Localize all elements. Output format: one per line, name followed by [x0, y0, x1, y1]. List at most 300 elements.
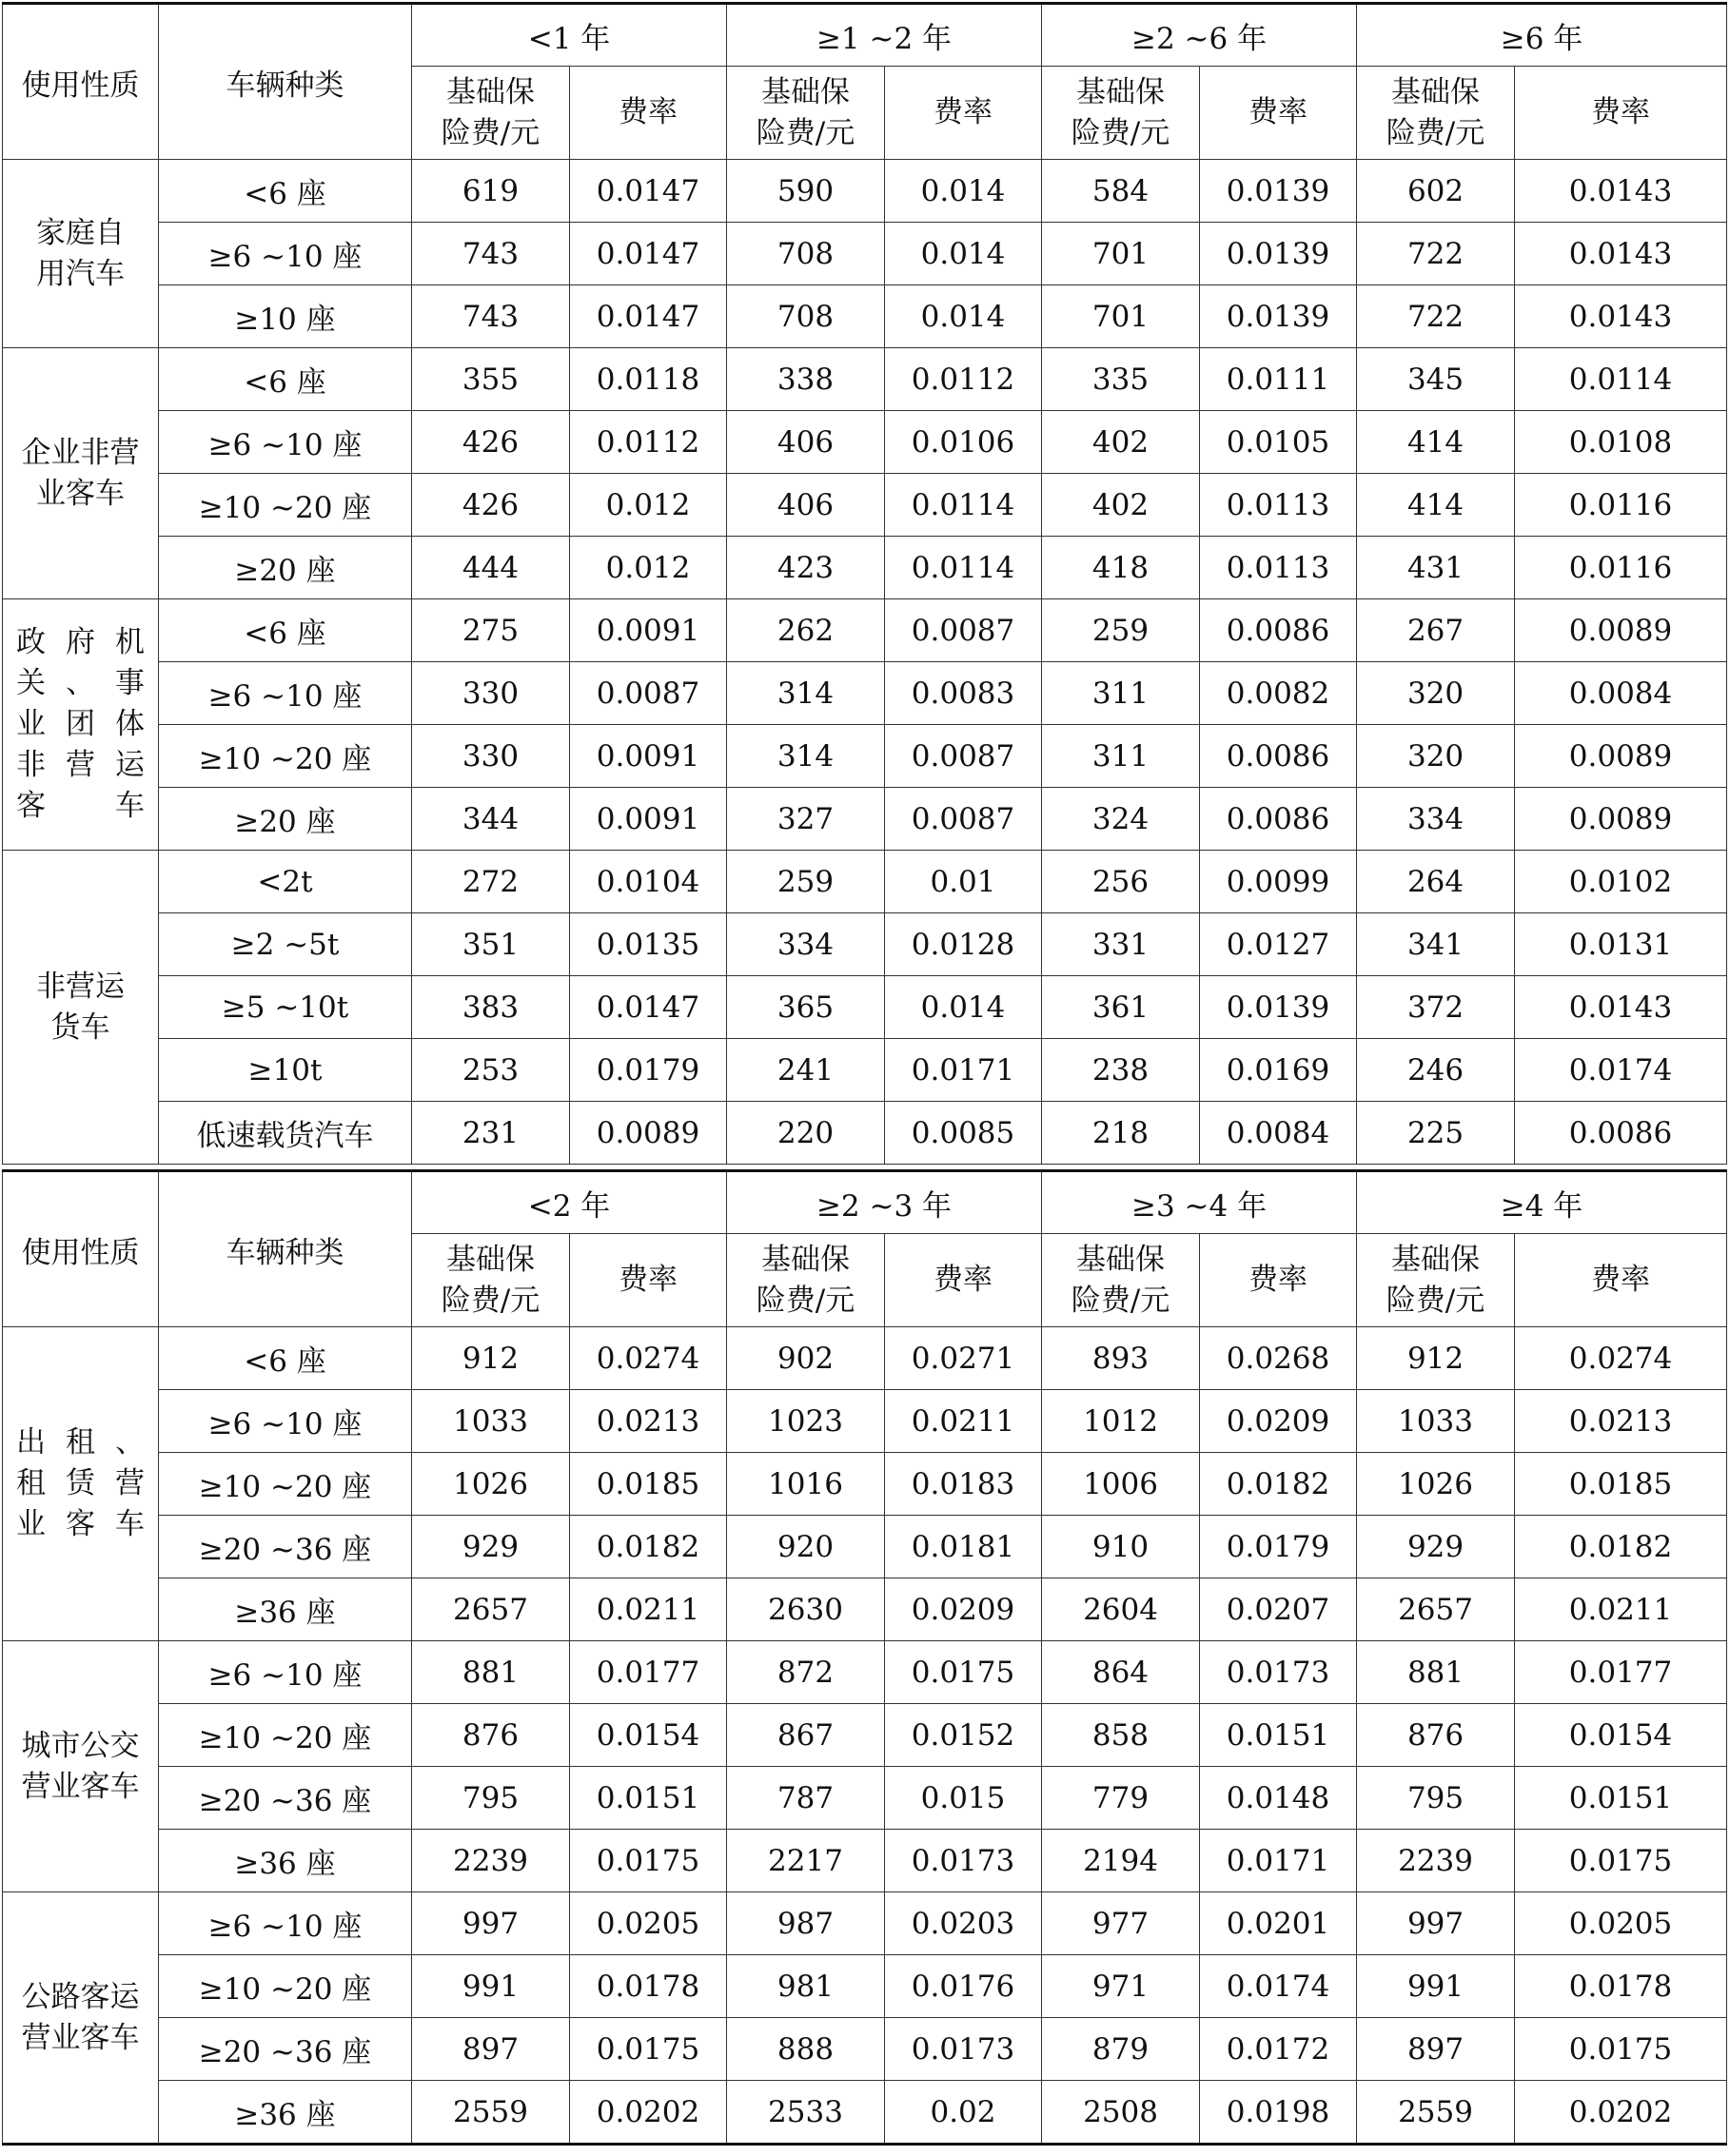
rate-cell: 0.0127 — [1200, 913, 1357, 976]
rate-cell: 0.0175 — [1515, 1830, 1727, 1892]
base-premium-cell: 872 — [727, 1641, 885, 1704]
rate-cell: 0.0175 — [885, 1641, 1042, 1704]
base-premium-cell: 897 — [1357, 2018, 1515, 2081]
header-period: ≥3 ~4 年 — [1042, 1171, 1357, 1234]
base-premium-cell: 910 — [1042, 1516, 1200, 1578]
base-premium-cell: 231 — [412, 1102, 570, 1165]
table-row — [3, 725, 1727, 788]
rate-cell: 0.0147 — [570, 223, 727, 285]
header-period: <2 年 — [412, 1171, 727, 1234]
rate-cell: 0.0213 — [570, 1390, 727, 1453]
rate-cell: 0.0202 — [1515, 2081, 1727, 2145]
base-premium-cell: 743 — [412, 223, 570, 285]
base-premium-cell: 414 — [1357, 411, 1515, 474]
usage-category-line: 关、事 — [16, 666, 145, 700]
base-premium-cell: 1026 — [1357, 1453, 1515, 1516]
base-premium-cell: 1033 — [1357, 1390, 1515, 1453]
rate-cell: 0.0091 — [570, 599, 727, 662]
header-base-premium-line2: 险费/元 — [1386, 1283, 1485, 1318]
base-premium-cell: 902 — [727, 1327, 885, 1390]
rate-cell: 0.014 — [885, 976, 1042, 1039]
header-rate: 费率 — [885, 67, 1042, 160]
base-premium-cell: 722 — [1357, 285, 1515, 348]
rate-cell: 0.0143 — [1515, 223, 1727, 285]
base-premium-cell: 897 — [412, 2018, 570, 2081]
header-usage: 使用性质 — [3, 4, 159, 160]
rate-cell: 0.0209 — [1200, 1390, 1357, 1453]
base-premium-cell: 324 — [1042, 788, 1200, 851]
header-base-premium — [1042, 1234, 1200, 1327]
base-premium-cell: 779 — [1042, 1767, 1200, 1830]
vehicle-type-cell: ≥20 ~36 座 — [159, 2018, 412, 2081]
usage-category — [3, 1641, 159, 1892]
base-premium-cell: 2239 — [412, 1830, 570, 1892]
base-premium-cell: 344 — [412, 788, 570, 851]
header-vehicle-type: 车辆种类 — [159, 4, 412, 160]
table-row — [3, 223, 1727, 285]
rate-cell: 0.0274 — [570, 1327, 727, 1390]
rate-cell: 0.0099 — [1200, 851, 1357, 913]
base-premium-cell: 2630 — [727, 1578, 885, 1641]
usage-category-line: 用汽车 — [36, 256, 125, 291]
rate-cell: 0.0203 — [885, 1892, 1042, 1955]
base-premium-cell: 406 — [727, 411, 885, 474]
rate-cell: 0.0175 — [570, 2018, 727, 2081]
rate-cell: 0.0181 — [885, 1516, 1042, 1578]
usage-category — [3, 1892, 159, 2145]
rate-cell: 0.0211 — [1515, 1578, 1727, 1641]
header-rate: 费率 — [1515, 67, 1727, 160]
header-period: ≥1 ~2 年 — [727, 4, 1042, 67]
base-premium-cell: 431 — [1357, 537, 1515, 599]
base-premium-cell: 444 — [412, 537, 570, 599]
table-row — [3, 599, 1727, 662]
base-premium-cell: 858 — [1042, 1704, 1200, 1767]
usage-category-line: 非营运 — [16, 748, 145, 782]
rate-cell: 0.012 — [570, 537, 727, 599]
premium-tables — [2, 2, 1726, 2146]
base-premium-cell: 334 — [1357, 788, 1515, 851]
base-premium-cell: 341 — [1357, 913, 1515, 976]
rate-cell: 0.0201 — [1200, 1892, 1357, 1955]
vehicle-type-cell: <6 座 — [159, 1327, 412, 1390]
table-row — [3, 662, 1727, 725]
header-base-premium — [727, 67, 885, 160]
header-period: ≥4 年 — [1357, 1171, 1727, 1234]
rate-cell: 0.0102 — [1515, 851, 1727, 913]
header-rate: 费率 — [1200, 67, 1357, 160]
base-premium-cell: 327 — [727, 788, 885, 851]
header-base-premium — [412, 67, 570, 160]
rate-cell: 0.0086 — [1200, 788, 1357, 851]
base-premium-cell: 2217 — [727, 1830, 885, 1892]
vehicle-type-cell: ≥36 座 — [159, 1578, 412, 1641]
vehicle-type-cell: 低速载货汽车 — [159, 1102, 412, 1165]
vehicle-type-cell: ≥10 ~20 座 — [159, 1704, 412, 1767]
rate-cell: 0.0177 — [1515, 1641, 1727, 1704]
base-premium-cell: 912 — [412, 1327, 570, 1390]
header-usage: 使用性质 — [3, 1171, 159, 1327]
rate-cell: 0.0182 — [1515, 1516, 1727, 1578]
base-premium-cell: 402 — [1042, 411, 1200, 474]
rate-cell: 0.0174 — [1200, 1955, 1357, 2018]
base-premium-cell: 987 — [727, 1892, 885, 1955]
base-premium-cell: 253 — [412, 1039, 570, 1102]
table-row — [3, 1039, 1727, 1102]
table-row — [3, 976, 1727, 1039]
base-premium-cell: 929 — [412, 1516, 570, 1578]
base-premium-cell: 2604 — [1042, 1578, 1200, 1641]
table-row — [3, 1704, 1727, 1767]
rate-cell: 0.0143 — [1515, 160, 1727, 223]
rate-cell: 0.0183 — [885, 1453, 1042, 1516]
rate-cell: 0.0147 — [570, 976, 727, 1039]
base-premium-cell: 338 — [727, 348, 885, 411]
rate-cell: 0.0179 — [1200, 1516, 1357, 1578]
rate-cell: 0.0139 — [1200, 160, 1357, 223]
base-premium-cell: 701 — [1042, 285, 1200, 348]
rate-cell: 0.0177 — [570, 1641, 727, 1704]
base-premium-cell: 912 — [1357, 1327, 1515, 1390]
vehicle-type-cell: ≥36 座 — [159, 2081, 412, 2145]
vehicle-type-cell: ≥10 ~20 座 — [159, 1955, 412, 2018]
rate-cell: 0.0274 — [1515, 1327, 1727, 1390]
rate-cell: 0.0172 — [1200, 2018, 1357, 2081]
rate-cell: 0.0083 — [885, 662, 1042, 725]
rate-cell: 0.0271 — [885, 1327, 1042, 1390]
usage-category-line: 客车 — [16, 789, 145, 823]
base-premium-cell: 920 — [727, 1516, 885, 1578]
table-row — [3, 1955, 1727, 2018]
header-base-premium-line1: 基础保 — [761, 74, 850, 109]
vehicle-type-cell: ≥6 ~10 座 — [159, 411, 412, 474]
rate-cell: 0.0174 — [1515, 1039, 1727, 1102]
rate-cell: 0.0086 — [1200, 599, 1357, 662]
rate-cell: 0.02 — [885, 2081, 1042, 2145]
vehicle-type-cell: <6 座 — [159, 160, 412, 223]
rate-cell: 0.0111 — [1200, 348, 1357, 411]
vehicle-type-cell: ≥10 ~20 座 — [159, 1453, 412, 1516]
rate-cell: 0.0082 — [1200, 662, 1357, 725]
rate-cell: 0.0205 — [1515, 1892, 1727, 1955]
table-row — [3, 2018, 1727, 2081]
usage-category — [3, 1327, 159, 1641]
rate-cell: 0.0139 — [1200, 976, 1357, 1039]
table-row — [3, 1892, 1727, 1955]
table-row — [3, 160, 1727, 223]
rate-cell: 0.0114 — [885, 537, 1042, 599]
base-premium-cell: 929 — [1357, 1516, 1515, 1578]
base-premium-cell: 351 — [412, 913, 570, 976]
base-premium-cell: 320 — [1357, 662, 1515, 725]
usage-category-line: 家庭自 — [36, 215, 125, 250]
base-premium-cell: 1016 — [727, 1453, 885, 1516]
header-base-premium-line1: 基础保 — [1076, 1242, 1166, 1277]
rate-cell: 0.0087 — [885, 725, 1042, 788]
base-premium-cell: 997 — [412, 1892, 570, 1955]
base-premium-cell: 238 — [1042, 1039, 1200, 1102]
base-premium-cell: 272 — [412, 851, 570, 913]
vehicle-type-cell: ≥10t — [159, 1039, 412, 1102]
vehicle-type-cell: ≥10 ~20 座 — [159, 474, 412, 537]
header-rate: 费率 — [885, 1234, 1042, 1327]
rate-cell: 0.0173 — [885, 2018, 1042, 2081]
header-base-premium-line1: 基础保 — [1076, 74, 1166, 109]
base-premium-cell: 383 — [412, 976, 570, 1039]
rate-cell: 0.0108 — [1515, 411, 1727, 474]
base-premium-cell: 2657 — [1357, 1578, 1515, 1641]
base-premium-cell: 2559 — [412, 2081, 570, 2145]
rate-cell: 0.0084 — [1200, 1102, 1357, 1165]
vehicle-type-cell: ≥36 座 — [159, 1830, 412, 1892]
table-row — [3, 474, 1727, 537]
vehicle-type-cell: ≥6 ~10 座 — [159, 662, 412, 725]
table-row — [3, 1641, 1727, 1704]
usage-category-line: 企业非营 — [21, 435, 140, 470]
table-row — [3, 285, 1727, 348]
base-premium-cell: 402 — [1042, 474, 1200, 537]
header-base-premium-line2: 险费/元 — [1386, 115, 1485, 150]
rate-cell: 0.0105 — [1200, 411, 1357, 474]
header-base-premium-line2: 险费/元 — [441, 1283, 541, 1318]
header-base-premium-line2: 险费/元 — [1071, 115, 1170, 150]
header-vehicle-type: 车辆种类 — [159, 1171, 412, 1327]
base-premium-cell: 220 — [727, 1102, 885, 1165]
rate-cell: 0.012 — [570, 474, 727, 537]
base-premium-cell: 888 — [727, 2018, 885, 2081]
rate-cell: 0.0182 — [1200, 1453, 1357, 1516]
header-rate: 费率 — [1515, 1234, 1727, 1327]
base-premium-cell: 795 — [1357, 1767, 1515, 1830]
rate-cell: 0.0175 — [570, 1830, 727, 1892]
base-premium-cell: 876 — [1357, 1704, 1515, 1767]
rate-cell: 0.0085 — [885, 1102, 1042, 1165]
base-premium-cell: 701 — [1042, 223, 1200, 285]
base-premium-cell: 1012 — [1042, 1390, 1200, 1453]
rate-cell: 0.0198 — [1200, 2081, 1357, 2145]
vehicle-type-cell: ≥10 座 — [159, 285, 412, 348]
base-premium-cell: 981 — [727, 1955, 885, 2018]
rate-cell: 0.0151 — [1200, 1704, 1357, 1767]
rate-cell: 0.0087 — [570, 662, 727, 725]
rate-cell: 0.0185 — [570, 1453, 727, 1516]
base-premium-cell: 2239 — [1357, 1830, 1515, 1892]
base-premium-cell: 708 — [727, 223, 885, 285]
rate-cell: 0.0139 — [1200, 223, 1357, 285]
rate-cell: 0.0089 — [570, 1102, 727, 1165]
base-premium-cell: 414 — [1357, 474, 1515, 537]
vehicle-type-cell: ≥5 ~10t — [159, 976, 412, 1039]
rate-cell: 0.0086 — [1515, 1102, 1727, 1165]
header-base-premium-line2: 险费/元 — [1071, 1283, 1170, 1318]
base-premium-cell: 2657 — [412, 1578, 570, 1641]
rate-cell: 0.0148 — [1200, 1767, 1357, 1830]
base-premium-cell: 418 — [1042, 537, 1200, 599]
rate-cell: 0.0106 — [885, 411, 1042, 474]
base-premium-cell: 361 — [1042, 976, 1200, 1039]
usage-category-line: 业客车 — [36, 476, 125, 511]
base-premium-cell: 991 — [1357, 1955, 1515, 2018]
vehicle-type-cell: <6 座 — [159, 348, 412, 411]
base-premium-cell: 218 — [1042, 1102, 1200, 1165]
base-premium-cell: 225 — [1357, 1102, 1515, 1165]
base-premium-cell: 1006 — [1042, 1453, 1200, 1516]
header-base-premium-line2: 险费/元 — [441, 115, 541, 150]
header-period: ≥6 年 — [1357, 4, 1727, 67]
premium-table-part1 — [2, 2, 1727, 1165]
usage-category-line: 货车 — [50, 1009, 110, 1045]
rate-cell: 0.014 — [885, 160, 1042, 223]
table-row — [3, 2081, 1727, 2145]
header-base-premium-line1: 基础保 — [446, 74, 535, 109]
base-premium-cell: 423 — [727, 537, 885, 599]
base-premium-cell: 330 — [412, 662, 570, 725]
premium-table-part2 — [2, 1169, 1727, 2146]
vehicle-type-cell: ≥6 ~10 座 — [159, 1390, 412, 1453]
rate-cell: 0.0151 — [1515, 1767, 1727, 1830]
usage-category-line: 业团体 — [16, 707, 145, 741]
rate-cell: 0.0087 — [885, 599, 1042, 662]
usage-category-line: 政府机 — [16, 625, 145, 659]
usage-category — [3, 599, 159, 851]
base-premium-cell: 590 — [727, 160, 885, 223]
rate-cell: 0.0154 — [1515, 1704, 1727, 1767]
table-row — [3, 1516, 1727, 1578]
base-premium-cell: 787 — [727, 1767, 885, 1830]
base-premium-cell: 2533 — [727, 2081, 885, 2145]
table-row — [3, 1830, 1727, 1892]
header-period: ≥2 ~6 年 — [1042, 4, 1357, 67]
rate-cell: 0.0113 — [1200, 474, 1357, 537]
base-premium-cell: 334 — [727, 913, 885, 976]
rate-cell: 0.0171 — [1200, 1830, 1357, 1892]
base-premium-cell: 246 — [1357, 1039, 1515, 1102]
rate-cell: 0.0171 — [885, 1039, 1042, 1102]
rate-cell: 0.0089 — [1515, 788, 1727, 851]
base-premium-cell: 971 — [1042, 1955, 1200, 2018]
header-row-periods — [3, 4, 1727, 67]
rate-cell: 0.0178 — [570, 1955, 727, 2018]
vehicle-type-cell: ≥20 ~36 座 — [159, 1767, 412, 1830]
header-period: <1 年 — [412, 4, 727, 67]
rate-cell: 0.0178 — [1515, 1955, 1727, 2018]
base-premium-cell: 1033 — [412, 1390, 570, 1453]
vehicle-type-cell: ≥6 ~10 座 — [159, 223, 412, 285]
rate-cell: 0.0179 — [570, 1039, 727, 1102]
base-premium-cell: 743 — [412, 285, 570, 348]
table-row — [3, 1390, 1727, 1453]
table-row — [3, 537, 1727, 599]
table-row — [3, 1767, 1727, 1830]
header-base-premium — [412, 1234, 570, 1327]
usage-category — [3, 160, 159, 348]
rate-cell: 0.0114 — [885, 474, 1042, 537]
rate-cell: 0.0113 — [1200, 537, 1357, 599]
header-base-premium — [1357, 1234, 1515, 1327]
base-premium-cell: 2508 — [1042, 2081, 1200, 2145]
rate-cell: 0.0112 — [570, 411, 727, 474]
table-row — [3, 1102, 1727, 1165]
base-premium-cell: 345 — [1357, 348, 1515, 411]
rate-cell: 0.014 — [885, 223, 1042, 285]
vehicle-type-cell: ≥2 ~5t — [159, 913, 412, 976]
base-premium-cell: 881 — [412, 1641, 570, 1704]
base-premium-cell: 997 — [1357, 1892, 1515, 1955]
header-base-premium-line1: 基础保 — [1391, 74, 1481, 109]
header-period: ≥2 ~3 年 — [727, 1171, 1042, 1234]
vehicle-type-cell: ≥6 ~10 座 — [159, 1892, 412, 1955]
base-premium-cell: 991 — [412, 1955, 570, 2018]
rate-cell: 0.0154 — [570, 1704, 727, 1767]
rate-cell: 0.0128 — [885, 913, 1042, 976]
rate-cell: 0.0104 — [570, 851, 727, 913]
base-premium-cell: 893 — [1042, 1327, 1200, 1390]
rate-cell: 0.0176 — [885, 1955, 1042, 2018]
table-row — [3, 851, 1727, 913]
table-row — [3, 1453, 1727, 1516]
rate-cell: 0.0131 — [1515, 913, 1727, 976]
rate-cell: 0.0268 — [1200, 1327, 1357, 1390]
usage-category — [3, 851, 159, 1165]
rate-cell: 0.0118 — [570, 348, 727, 411]
base-premium-cell: 2559 — [1357, 2081, 1515, 2145]
base-premium-cell: 259 — [727, 851, 885, 913]
base-premium-cell: 602 — [1357, 160, 1515, 223]
table-row — [3, 1578, 1727, 1641]
base-premium-cell: 2194 — [1042, 1830, 1200, 1892]
usage-category-line: 非营运 — [36, 969, 125, 1004]
base-premium-cell: 311 — [1042, 662, 1200, 725]
rate-cell: 0.0143 — [1515, 285, 1727, 348]
usage-category-line: 业客车 — [16, 1507, 145, 1541]
header-rate: 费率 — [570, 67, 727, 160]
base-premium-cell: 267 — [1357, 599, 1515, 662]
table-row — [3, 1327, 1727, 1390]
base-premium-cell: 256 — [1042, 851, 1200, 913]
base-premium-cell: 584 — [1042, 160, 1200, 223]
vehicle-type-cell: ≥20 ~36 座 — [159, 1516, 412, 1578]
rate-cell: 0.014 — [885, 285, 1042, 348]
rate-cell: 0.0209 — [885, 1578, 1042, 1641]
usage-category-line: 租赁营 — [16, 1466, 145, 1500]
header-row-periods — [3, 1171, 1727, 1234]
base-premium-cell: 881 — [1357, 1641, 1515, 1704]
rate-cell: 0.0152 — [885, 1704, 1042, 1767]
table-row — [3, 411, 1727, 474]
base-premium-cell: 867 — [727, 1704, 885, 1767]
rate-cell: 0.0169 — [1200, 1039, 1357, 1102]
base-premium-cell: 406 — [727, 474, 885, 537]
base-premium-cell: 876 — [412, 1704, 570, 1767]
usage-category-line: 出租、 — [16, 1425, 145, 1460]
header-base-premium-line1: 基础保 — [761, 1242, 850, 1277]
base-premium-cell: 864 — [1042, 1641, 1200, 1704]
base-premium-cell: 335 — [1042, 348, 1200, 411]
rate-cell: 0.0173 — [1200, 1641, 1357, 1704]
rate-cell: 0.0112 — [885, 348, 1042, 411]
rate-cell: 0.0089 — [1515, 725, 1727, 788]
rate-cell: 0.0091 — [570, 788, 727, 851]
rate-cell: 0.0151 — [570, 1767, 727, 1830]
base-premium-cell: 262 — [727, 599, 885, 662]
base-premium-cell: 722 — [1357, 223, 1515, 285]
vehicle-type-cell: ≥20 座 — [159, 537, 412, 599]
usage-category — [3, 348, 159, 599]
usage-category-line: 公路客运 — [21, 1979, 140, 2014]
rate-cell: 0.0205 — [570, 1892, 727, 1955]
rate-cell: 0.0213 — [1515, 1390, 1727, 1453]
table-row — [3, 913, 1727, 976]
